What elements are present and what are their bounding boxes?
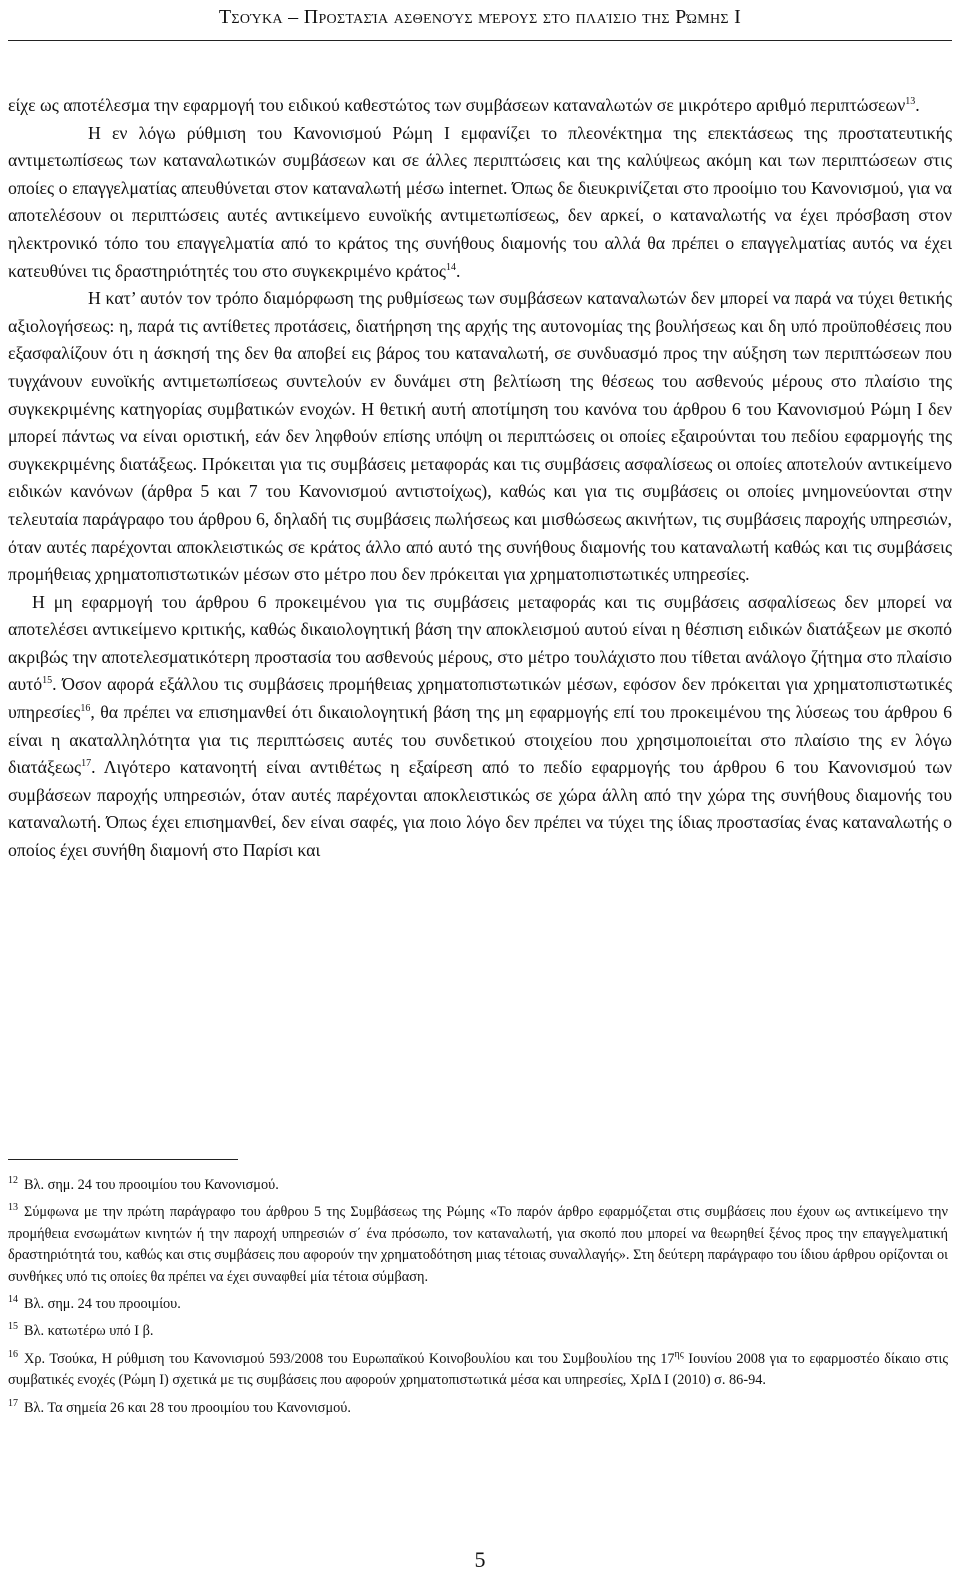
footnotes bbox=[8, 1175, 948, 1425]
footnote: $^{16}$ Χρ. Τσούκα, Η ρύθμιση του Κανονισμού 593/2008 του Ευρωπαϊκού Κοινοβουλίου και του Συμβουλίου της $17^{\eta\varsigma}$ Ιουνίου 2008 για το εφαρμοστέο δίκαιο στις συμβατικές ενοχές (Ρώμη Ι) σχετικά με τις συμβάσεις που αφορούν χρηματοπιστωτικά μέσα και υπηρεσίες, ΧρΙΔ Ι (2010) σ. 86-94. bbox=[8, 1348, 948, 1389]
footnote-ref[interactable]: 14 bbox=[445, 261, 456, 273]
footnote-number: 12 bbox=[8, 1175, 18, 1186]
footnote: $^{14}$ Βλ. σημ. 24 του προοιμίου. bbox=[8, 1294, 181, 1313]
header-rule bbox=[8, 40, 952, 41]
footnote-ref[interactable]: 13 bbox=[905, 96, 916, 107]
footnote-number: 15 bbox=[8, 1321, 18, 1333]
footnote: $^{12}$ Βλ. σημ. 24 του προοιμίου του Κανονισμού. bbox=[8, 1175, 279, 1193]
footnote-number: 16 bbox=[8, 1348, 18, 1360]
running-header: Τσούκα – Προστασία ασθενούς μέρους στο πλαίσιο της Ρώμης Ι bbox=[218, 6, 742, 28]
footnote: $^{17}$ Βλ. Τα σημεία 26 και 28 του προοιμίου του Κανονισμού. bbox=[8, 1397, 351, 1416]
footnote-ref[interactable]: 17 bbox=[81, 758, 92, 770]
body-text bbox=[8, 92, 952, 865]
footnote-number: 13 bbox=[8, 1202, 18, 1214]
paragraph: Η κατ’ αυτόν τον τρόπο διαμόρφωση της ρυθμίσεως των συμβάσεων καταναλωτών δεν μπορεί να παρά να τύχει θετικής αξιολογήσεως: η, παρά τις αντίθετες προτάσεις, διατήρηση της αρχής της αυτονομίας της βουλήσεως και δη υπό προϋποθέσεις που εξασφαλίζουν ότι η άσκησή της δεν θα αποβεί εις βάρος του καταναλωτή, σε συνδυασμό προς την αύξηση των περιπτώσεων που τυγχάνουν ευνοϊκής αντιμετωπίσεως συντελούν εν δυνάμει στη βελτίωση της θέσεως του ασθενούς μέρους στο πλαίσιο της συγκεκριμένης κατηγορίας συμβατικών ενοχών. Η θετική αυτή αποτίμηση του κανόνα του άρθρου 6 του Κανονισμού Ρώμη Ι δεν μπορεί πάντως να είναι οριστική, εάν δεν ληφθούν επίσης υπόψη οι περιπτώσεις οι οποίες εξαιρούνται του πεδίου εφαρμογής της συγκεκριμένης διατάξεως. Πρόκειται για τις συμβάσεις μεταφοράς και τις συμβάσεις ασφαλίσεως οι οποίες αποτελούν αντικείμενο ειδικών κανόνων (άρθρα 5 και 7 του Κανονισμού αντιστοίχως), καθώς και για τις συμβάσεις οι οποίες μνημονεύονται στην τελευταία παράγραφο του άρθρου 6, δηλαδή τις συμβάσεις πωλήσεως και μισθώσεως ακινήτων, τις συμβάσεις παροχής υπηρεσιών, όταν αυτές παρέχονται αποκλειστικώς σε κράτος άλλο από αυτό της συνήθους διαμονής του καταναλωτή καθώς και τις συμβάσεις προμήθειας χρηματοπιστωτικών μέσων στο μέτρο που δεν πρόκειται για χρηματοπιστωτικές υπηρεσίες. bbox=[8, 288, 952, 585]
footnote-number: 14 bbox=[8, 1294, 18, 1306]
paragraph: είχε ως αποτέλεσμα την εφαρμογή του ειδικού καθεστώτος των συμβάσεων καταναλωτών σε μικρότερο αριθμό περιπτώσεων$^{13}$. bbox=[8, 95, 920, 115]
footnote-ref[interactable]: 15 bbox=[42, 675, 53, 687]
footnote: $^{13}$ Σύμφωνα με την πρώτη παράγραφο του άρθρου 5 της Συμβάσεως της Ρώμης «Το παρόν άρθρο εφαρμόζεται στις συμβάσεις που έχουν ως αντικείμενο την προμήθεια ενσωμάτων κινητών ή την παροχή υπηρεσιών σ΄ ένα πρόσωπο, τον καταναλωτή, για σκοπό που μπορεί να θεωρηθεί ξένος προς την επαγγελματική δραστηριότητά του, καθώς και στις συμβάσεις που αφορούν την χρηματοδότηση μιας τέτοιας συναλλαγής». Στη δεύτερη παράγραφο του ίδιου άρθρου ορίζονται οι συνθήκες υπό τις οποίες θα πρέπει να έχει συναφθεί μία τέτοια σύμβαση. bbox=[8, 1202, 948, 1285]
page-number: 5 bbox=[474, 1547, 486, 1572]
footnote: $^{15}$ Βλ. κατωτέρω υπό Ι β. bbox=[8, 1321, 154, 1340]
footnote-number: 17 bbox=[8, 1397, 18, 1409]
paragraph: Η εν λόγω ρύθμιση του Κανονισμού Ρώμη Ι εμφανίζει το πλεονέκτημα της επεκτάσεως της προστατευτικής αντιμετωπίσεως των καταναλωτικών συμβάσεων και σε άλλες περιπτώσεις και της καλύψεως ακόμη και των περιπτώσεων στις οποίες ο επαγγελματίας απευθύνεται στον καταναλωτή μέσω internet. Όπως δε διευκρινίζεται στο προοίμιο του Κανονισμού, για να αποτελέσουν οι περιπτώσεις αυτές αντικείμενο ευνοϊκής αντιμετωπίσεως, δεν αρκεί, ο καταναλωτής να έχει πρόσβαση στον ηλεκτρονικό τόπο του επαγγελματία από το κράτος της συνήθους διαμονής του αλλά θα πρέπει ο επαγγελματίας αυτός να έχει κατευθύνει τις δραστηριότητές του στο συγκεκριμένο κράτος$^{14}$. bbox=[8, 122, 952, 281]
footnote-ref[interactable]: 16 bbox=[80, 703, 91, 715]
paragraph: Η μη εφαρμογή του άρθρου 6 προκειμένου για τις συμβάσεις μεταφοράς και τις συμβάσεις ασφαλίσεως δεν μπορεί να αποτελέσει αντικείμενο κριτικής, καθώς δικαιολογητική βάση την αποκλεισμού αυτού είναι η θέσπιση ειδικών διατάξεων με σκοπό ακριβώς την αποτελεσματικότερη προστασία του ασθενούς μέρους, στο μέτρο τουλάχιστο που τίθεται ανάλογο ζήτημα στο πλαίσιο αυτό$^{15}$. Όσον αφορά εξάλλου τις συμβάσεις προμήθειας χρηματοπιστωτικών μέσων, εφόσον δεν πρόκειται για χρηματοπιστωτικές υπηρεσίες$^{16}$, θα πρέπει να επισημανθεί ότι δικαιολογητική βάση της μη εφαρμογής επί του προκειμένου της λύσεως του άρθρου 6 είναι η ακαταλληλότητα για τις περιπτώσεις αυτές του συνδετικού στοιχείου που χρησιμοποιείται στο πλαίσιο της εν λόγω διατάξεως$^{17}$. Λιγότερο κατανοητή είναι αντιθέτως η εξαίρεση από το πεδίο εφαρμογής του άρθρου 6 του Κανονισμού των συμβάσεων παροχής υπηρεσιών, όταν αυτές παρέχονται αποκλειστικώς σε χώρα άλλη από την χώρα της συνήθους διαμονής του καταναλωτή. Όπως έχει επισημανθεί, δεν είναι σαφές, για ποιο λόγο δεν πρέπει να τύχει της ίδιας προστασίας ένας καταναλωτής ο οποίος έχει συνήθη διαμονή στο Παρίσι και bbox=[8, 591, 952, 861]
ordinal-suffix: ης bbox=[674, 1348, 684, 1360]
footnote-separator bbox=[8, 1159, 238, 1160]
